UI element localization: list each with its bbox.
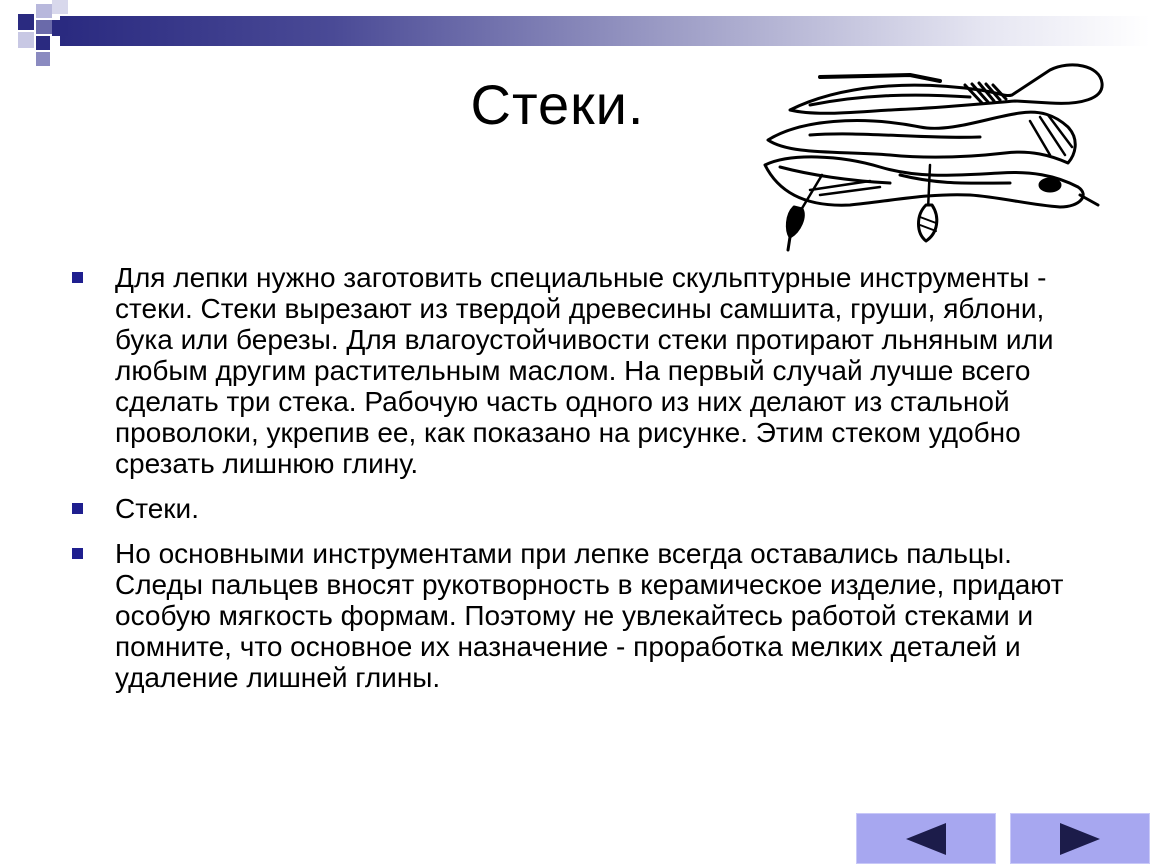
triangle-left-icon — [904, 821, 948, 857]
sculpting-tools-illustration — [750, 55, 1110, 255]
decor-square — [36, 52, 50, 66]
decor-square — [18, 32, 34, 48]
list-item — [70, 493, 1070, 524]
decor-square — [36, 36, 50, 50]
bullet-text: Стеки. — [115, 493, 199, 524]
bullet-square-icon — [72, 272, 83, 283]
previous-slide-button[interactable] — [856, 813, 996, 864]
bullet-text: Для лепки нужно заготовить специальные скульптурные инструменты - стеки. Стеки вырезают из твердой древесины самшита, груши, яблони, бука или березы. Для влагоустойчивости стеки протирают льняным или любым другим растительным маслом. На первый случай лучше всего сделать три стека. Рабочую часть одного из них делают из стальной проволоки, укрепив ее, как показано на рисунке. Этим стеком удобно срезать лишнюю глину. — [115, 262, 1054, 479]
decor-square — [36, 20, 52, 34]
list-item — [70, 538, 1070, 693]
decor-square — [52, 0, 68, 14]
decor-square — [18, 14, 34, 30]
next-slide-button[interactable] — [1010, 813, 1150, 864]
bullet-square-icon — [72, 548, 83, 559]
bullet-text: Но основными инструментами при лепке всегда оставались пальцы. Следы пальцев вносят рукотворность в керамическое изделие, придают особую мягкость формам. Поэтому не увлекайтесь работой стеками и помните, что основное их назначение - проработка мелких деталей и удаление лишней глины. — [115, 538, 1064, 693]
decor-square — [36, 4, 52, 18]
bullet-square-icon — [72, 503, 83, 514]
decor-square — [52, 20, 68, 36]
header-gradient-bar — [60, 16, 1150, 46]
list-item — [70, 262, 1070, 479]
triangle-right-icon — [1058, 821, 1102, 857]
bullet-list — [70, 262, 1070, 707]
slide-title: Стеки. — [470, 73, 645, 136]
